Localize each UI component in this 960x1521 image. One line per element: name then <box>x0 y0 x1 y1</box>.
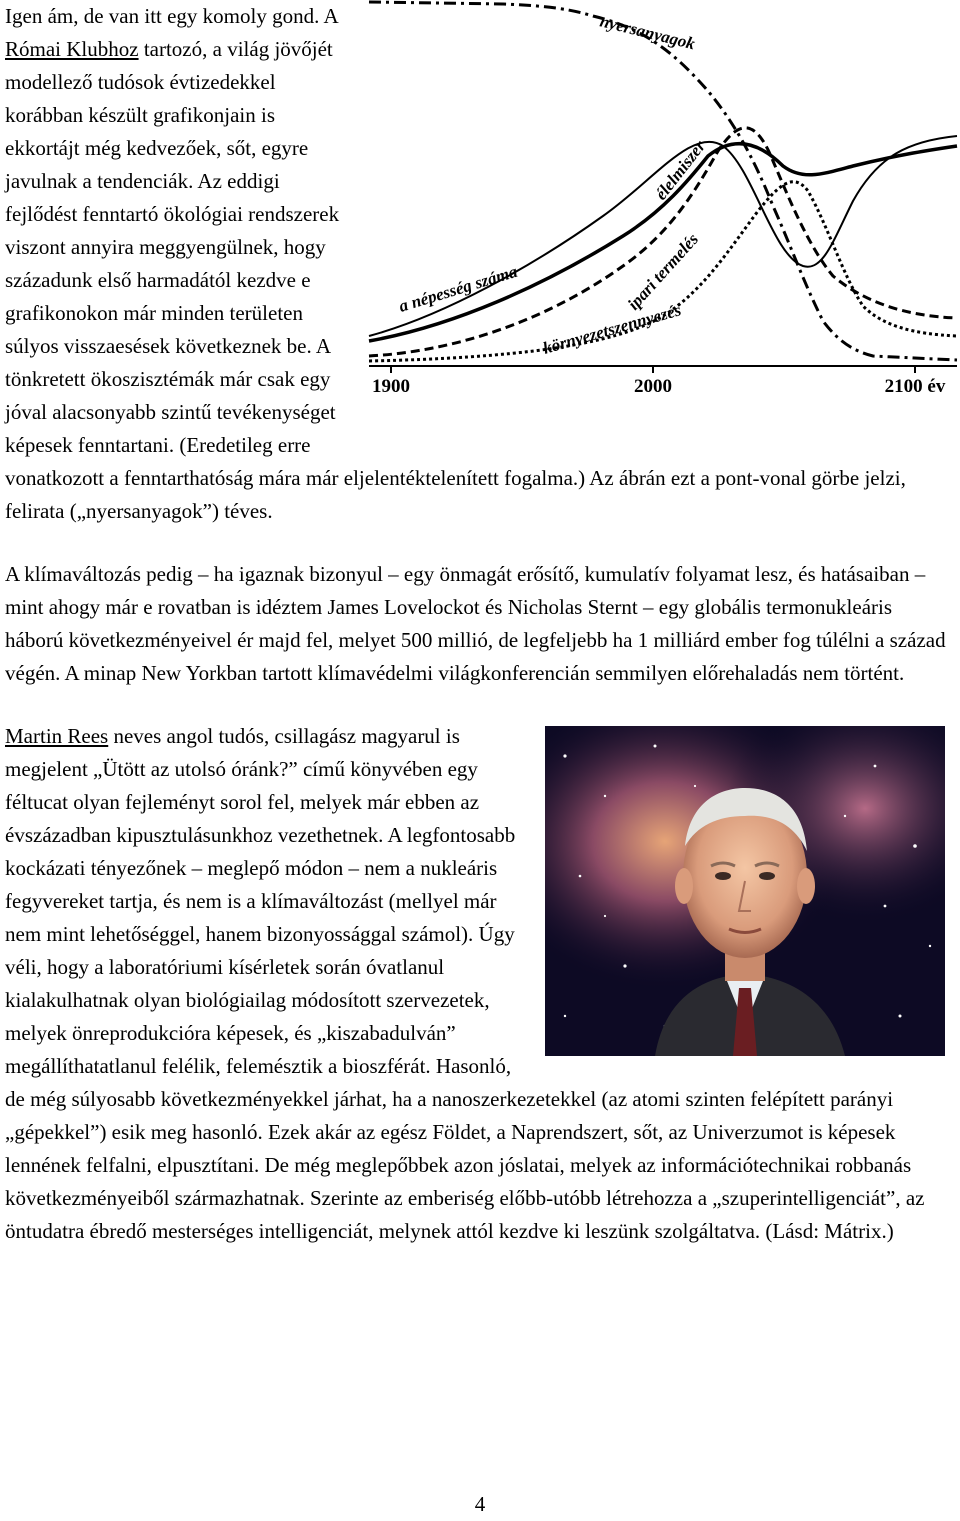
x-tick-label-1900: 1900 <box>372 376 410 397</box>
x-tick-label-2000: 2000 <box>634 376 672 397</box>
paragraph-2: A klímaváltozás pedig – ha igaznak bizonyul – egy önmagát erősítő, kumulatív folyamat lesz, és hatásaiban – mint ahogy már e rovatban is idéztem James Lovelockot és Nicholas Sternt – egy globális termonukleáris háború következményeivel ér majd fel, melyet 500 millió, de legfeljebb ha 1 milliárd ember fog túlélni a század végén. A minap New Yorkban tartott klímavédelmi világkonferencián semmilyen előrehaladás nem történt. <box>5 562 946 685</box>
paragraph-1-text-b: tartozó, a világ jövőjét modellező tudósok évtizedekkel korábban készült grafikonjain is ekkortájt még kedvezőek, sőt, egyre javulnak a tendenciák. Az eddigi fejlődést fenntartó ökológiai rendszerek viszont annyira meggyengülnek, hogy századunk első harmadától kezdve e grafikonokon már minden területen súlyos visszaesések következnek be. A tönkretett ökoszisztémák már csak egy jóval alacsonyabb szintű tevékenységet képesek fenntartani. (Eredetileg erre vonatkozott a fenntarthatóság mára már eljelentéktelenített fogalma.) Az ábrán ezt a pont-vonal görbe jelzi, felirata („nyersanyagok”) téves. <box>5 37 906 523</box>
x-tick-label-2100: 2100 év <box>884 376 946 397</box>
world-model-graph <box>363 0 960 431</box>
paragraph-3-text: neves angol tudós, csillagász magyarul is megjelent „Ütött az utolsó óránk?” című könyvében egy féltucat olyan fejleményt sorol fel, melyek már ebben az évszázadban kipusztulásunkhoz vezethetnek. A legfontosabb kockázati tényezőnek – meglepő módon – nem a nukleáris fegyvereket tartja, és nem is a klímaváltozást (mellyel már nem mint lehetőséggel, hanem bizonyossággal számol). Úgy véli, hogy a laboratóriumi kísérletek során óvatlanul kialakulhatnak olyan biológiailag módosított szervezetek, melyek önreprodukcióra képesek, és „kiszabadulván” megállíthatatlanul felélik, felemésztik a bioszférát. Hasonló, de még súlyosabb következményekkel járhat, ha a nanoszerkezetekkel (az atomi szinten felépített parányi „gépekkel”) esik meg hasonló. Ezek akár az egész Földet, a Naprendszert, sőt, az Univerzumot is képesek lennének felfalni, elpusztítani. De még meglepőbbek azon jóslatai, melyek az információtechnikai robbanás következményeiből származhatnak. Szerinte az emberiség előbb-utóbb létrehozza a „szuperintelligenciát”, az öntudatra ébredő mesterséges intelligenciát, melynek attól kezdve ki leszünk szolgáltatva. (Lásd: Mátrix.) <box>5 724 925 1243</box>
resources-label: nyersanyagok <box>598 11 698 54</box>
paragraph-3 <box>0 720 960 1248</box>
paragraph-1-text-a: Igen ám, de van itt egy komoly gond. A <box>5 4 338 28</box>
industry-label: ipari termelés <box>623 229 703 314</box>
martin-rees-photo <box>545 726 945 1056</box>
world-model-figure <box>363 0 960 431</box>
martin-rees-link[interactable]: Martin Rees <box>5 724 109 748</box>
portrait-image <box>545 726 945 1056</box>
roman-club-link[interactable]: Római Klubhoz <box>5 37 139 61</box>
pollution-label: környezetszennyezés <box>540 300 684 358</box>
food-label: élelmiszer <box>651 136 710 204</box>
population-label: a népesség száma <box>396 261 520 316</box>
page-number: 4 <box>474 1492 486 1516</box>
